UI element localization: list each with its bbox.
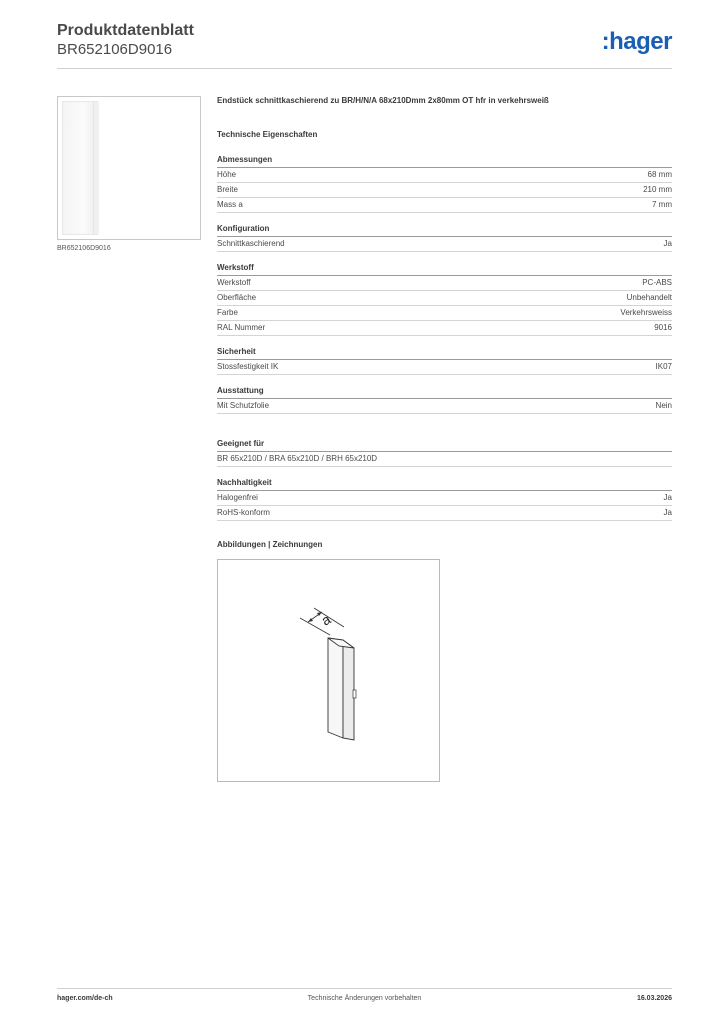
thumbnail-caption: BR652106D9016 bbox=[57, 245, 111, 252]
product-code: BR652106D9016 bbox=[57, 41, 173, 58]
footer-notice: Technische Änderungen vorbehalten bbox=[307, 995, 422, 1002]
row-label: Höhe bbox=[217, 170, 237, 179]
row-label: Stossfestigkeit IK bbox=[217, 362, 279, 371]
product-image bbox=[62, 101, 98, 235]
document-header bbox=[57, 22, 672, 70]
row-value: Ja bbox=[663, 493, 672, 502]
row-label: Mit Schutzfolie bbox=[217, 401, 270, 410]
tech-properties-title: Technische Eigenschaften bbox=[217, 130, 318, 139]
table-row bbox=[217, 452, 672, 467]
row-value: IK07 bbox=[655, 362, 672, 371]
spacer bbox=[217, 425, 672, 439]
row-label: RoHS-konform bbox=[217, 508, 270, 517]
dimension-label: a bbox=[318, 610, 334, 629]
hager-logo: :hager bbox=[601, 28, 672, 55]
table-row bbox=[217, 506, 672, 521]
footer-divider bbox=[57, 988, 672, 989]
table-row bbox=[217, 291, 672, 306]
row-label: Halogenfrei bbox=[217, 493, 258, 502]
section-title: Werkstoff bbox=[217, 263, 672, 276]
section-title: Sicherheit bbox=[217, 347, 672, 360]
product-thumbnail bbox=[57, 96, 201, 240]
row-value: Ja bbox=[663, 239, 672, 248]
section-werkstoff bbox=[217, 263, 672, 336]
table-row bbox=[217, 399, 672, 414]
end-piece-front bbox=[328, 638, 343, 738]
section-title: Konfiguration bbox=[217, 224, 672, 237]
end-piece-side bbox=[343, 640, 354, 740]
section-sicherheit bbox=[217, 347, 672, 375]
row-value: PC-ABS bbox=[642, 278, 672, 287]
section-ausstattung bbox=[217, 386, 672, 414]
end-piece-tab bbox=[353, 690, 356, 698]
section-title: Nachhaltigkeit bbox=[217, 478, 672, 491]
footer-link[interactable]: hager.com/de-ch bbox=[57, 995, 113, 1002]
section-abmessungen bbox=[217, 155, 672, 213]
table-row bbox=[217, 198, 672, 213]
row-value: Ja bbox=[663, 508, 672, 517]
footer-date: 16.03.2026 bbox=[636, 995, 672, 1002]
figures-title: Abbildungen | Zeichnungen bbox=[217, 540, 323, 549]
table-row bbox=[217, 276, 672, 291]
header-divider bbox=[57, 68, 672, 69]
table-row bbox=[217, 360, 672, 375]
row-label: Breite bbox=[217, 185, 238, 194]
row-label: Mass a bbox=[217, 200, 243, 209]
section-konfiguration bbox=[217, 224, 672, 252]
table-row bbox=[217, 321, 672, 336]
table-row bbox=[217, 237, 672, 252]
table-row bbox=[217, 183, 672, 198]
section-nachhaltigkeit bbox=[217, 478, 672, 521]
row-value: Verkehrsweiss bbox=[620, 308, 672, 317]
row-label: Farbe bbox=[217, 308, 238, 317]
row-label: Schnittkaschierend bbox=[217, 239, 285, 248]
row-value: 68 mm bbox=[647, 170, 672, 179]
row-value: Nein bbox=[655, 401, 672, 410]
drawing-svg bbox=[218, 560, 439, 781]
row-label: RAL Nummer bbox=[217, 323, 266, 332]
technical-drawing bbox=[217, 559, 440, 782]
row-label: Werkstoff bbox=[217, 278, 251, 287]
product-details bbox=[217, 96, 672, 532]
row-value: 7 mm bbox=[652, 200, 672, 209]
row-value: Unbehandelt bbox=[626, 293, 672, 302]
document-title: Produktdatenblatt bbox=[57, 22, 194, 39]
product-description: Endstück schnittkaschierend zu BR/H/N/A 68x210Dmm 2x80mm OT hfr in verkehrsweiß bbox=[217, 96, 549, 105]
section-geeignet bbox=[217, 439, 672, 467]
table-row bbox=[217, 168, 672, 183]
row-value: 210 mm bbox=[643, 185, 672, 194]
section-title: Geeignet für bbox=[217, 439, 672, 452]
table-row bbox=[217, 491, 672, 506]
table-row bbox=[217, 306, 672, 321]
row-label: BR 65x210D / BRA 65x210D / BRH 65x210D bbox=[217, 454, 378, 463]
section-title: Abmessungen bbox=[217, 155, 672, 168]
section-title: Ausstattung bbox=[217, 386, 672, 399]
row-value: 9016 bbox=[654, 323, 672, 332]
row-label: Oberfläche bbox=[217, 293, 257, 302]
